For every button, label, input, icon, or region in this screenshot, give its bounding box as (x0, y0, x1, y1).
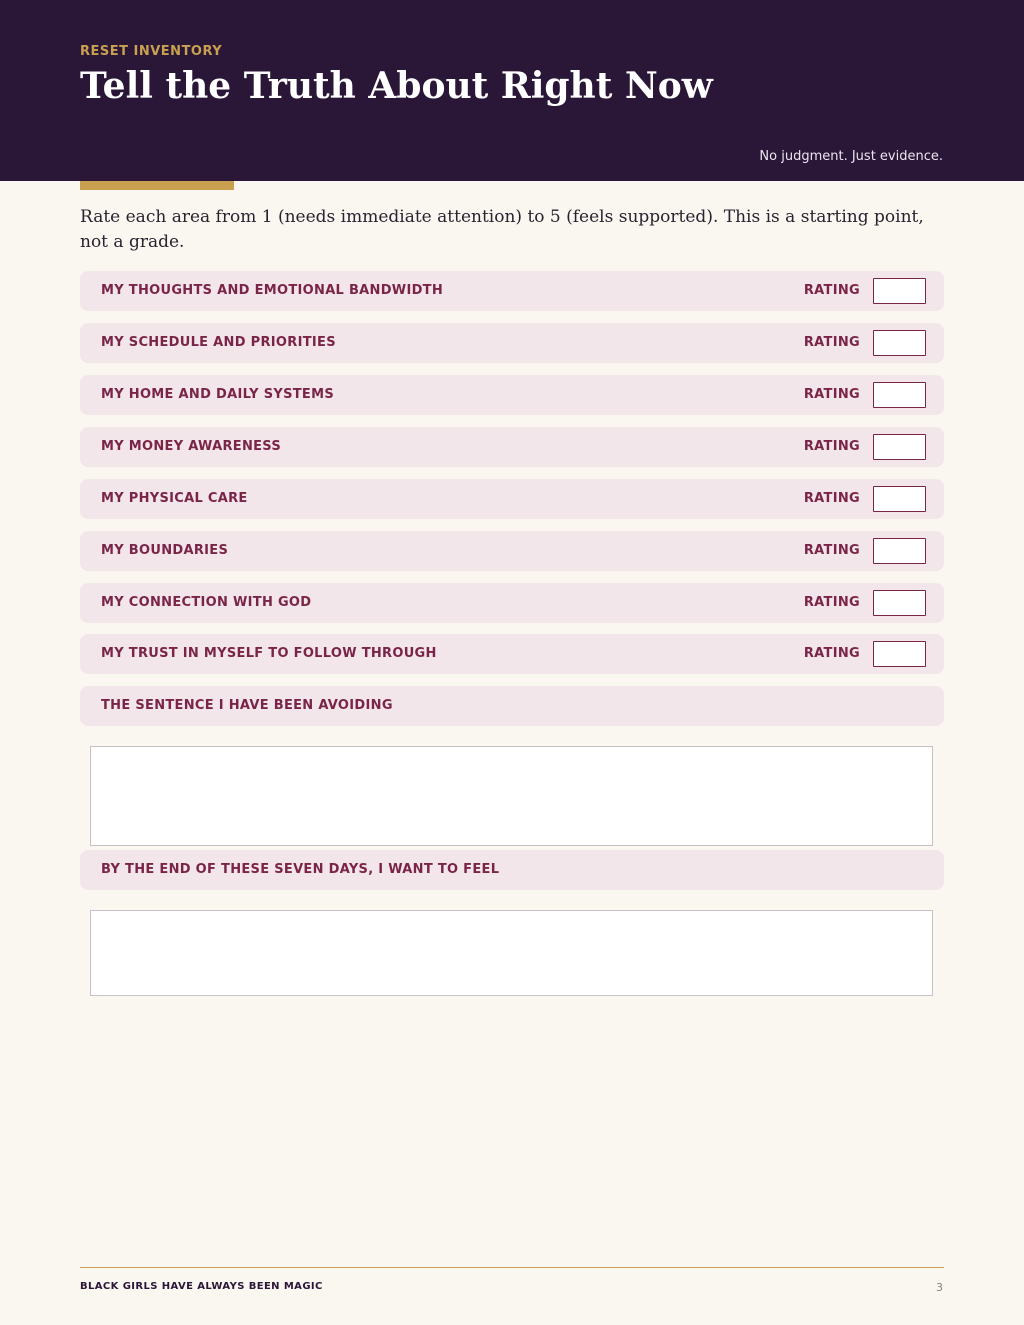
header-banner (0, 0, 1024, 181)
rating-input[interactable] (873, 382, 926, 408)
rating-label: RATING (803, 595, 860, 610)
footer-divider (80, 1267, 944, 1268)
rating-label: RATING (803, 439, 860, 454)
rating-label: RATING (803, 646, 860, 661)
footer-brand: BLACK GIRLS HAVE ALWAYS BEEN MAGIC (80, 1281, 323, 1292)
rating-row-boundaries (80, 531, 944, 571)
rating-input[interactable] (873, 278, 926, 304)
area-label: MY THOUGHTS AND EMOTIONAL BANDWIDTH (101, 283, 444, 298)
rating-input[interactable] (873, 330, 926, 356)
rating-input[interactable] (873, 538, 926, 564)
rating-row-home (80, 375, 944, 415)
eyebrow-label: RESET INVENTORY (80, 44, 223, 59)
area-label: MY TRUST IN MYSELF TO FOLLOW THROUGH (101, 646, 437, 661)
avoided-sentence-field[interactable] (90, 746, 933, 846)
prompt-row-avoided-sentence (80, 686, 944, 726)
rating-input[interactable] (873, 434, 926, 460)
prompt-row-want-to-feel (80, 850, 944, 890)
rating-label: RATING (803, 387, 860, 402)
rating-row-connection-with-god (80, 583, 944, 623)
area-label: MY MONEY AWARENESS (101, 439, 282, 454)
intro-text: Rate each area from 1 (needs immediate attention) to 5 (feels supported). This is a starting point, not a grade. (80, 207, 924, 252)
tagline: No judgment. Just evidence. (759, 149, 943, 164)
area-label: MY HOME AND DAILY SYSTEMS (101, 387, 334, 402)
rating-label: RATING (803, 491, 860, 506)
want-to-feel-field[interactable] (90, 910, 933, 996)
area-label: MY PHYSICAL CARE (101, 491, 248, 506)
area-label: MY CONNECTION WITH GOD (101, 595, 312, 610)
prompt-label: THE SENTENCE I HAVE BEEN AVOIDING (101, 698, 393, 713)
rating-label: RATING (803, 543, 860, 558)
gold-accent-bar (80, 181, 234, 190)
rating-row-self-trust (80, 634, 944, 674)
rating-label: RATING (803, 335, 860, 350)
rating-input[interactable] (873, 590, 926, 616)
rating-label: RATING (803, 283, 860, 298)
rating-input[interactable] (873, 641, 926, 667)
prompt-label: BY THE END OF THESE SEVEN DAYS, I WANT TO FEEL (101, 862, 500, 877)
rating-row-money (80, 427, 944, 467)
page-title: Tell the Truth About Right Now (80, 65, 713, 107)
rating-row-schedule (80, 323, 944, 363)
rating-row-thoughts (80, 271, 944, 311)
rating-row-physical-care (80, 479, 944, 519)
area-label: MY BOUNDARIES (101, 543, 229, 558)
rating-input[interactable] (873, 486, 926, 512)
area-label: MY SCHEDULE AND PRIORITIES (101, 335, 336, 350)
page-number: 3 (936, 1281, 943, 1294)
